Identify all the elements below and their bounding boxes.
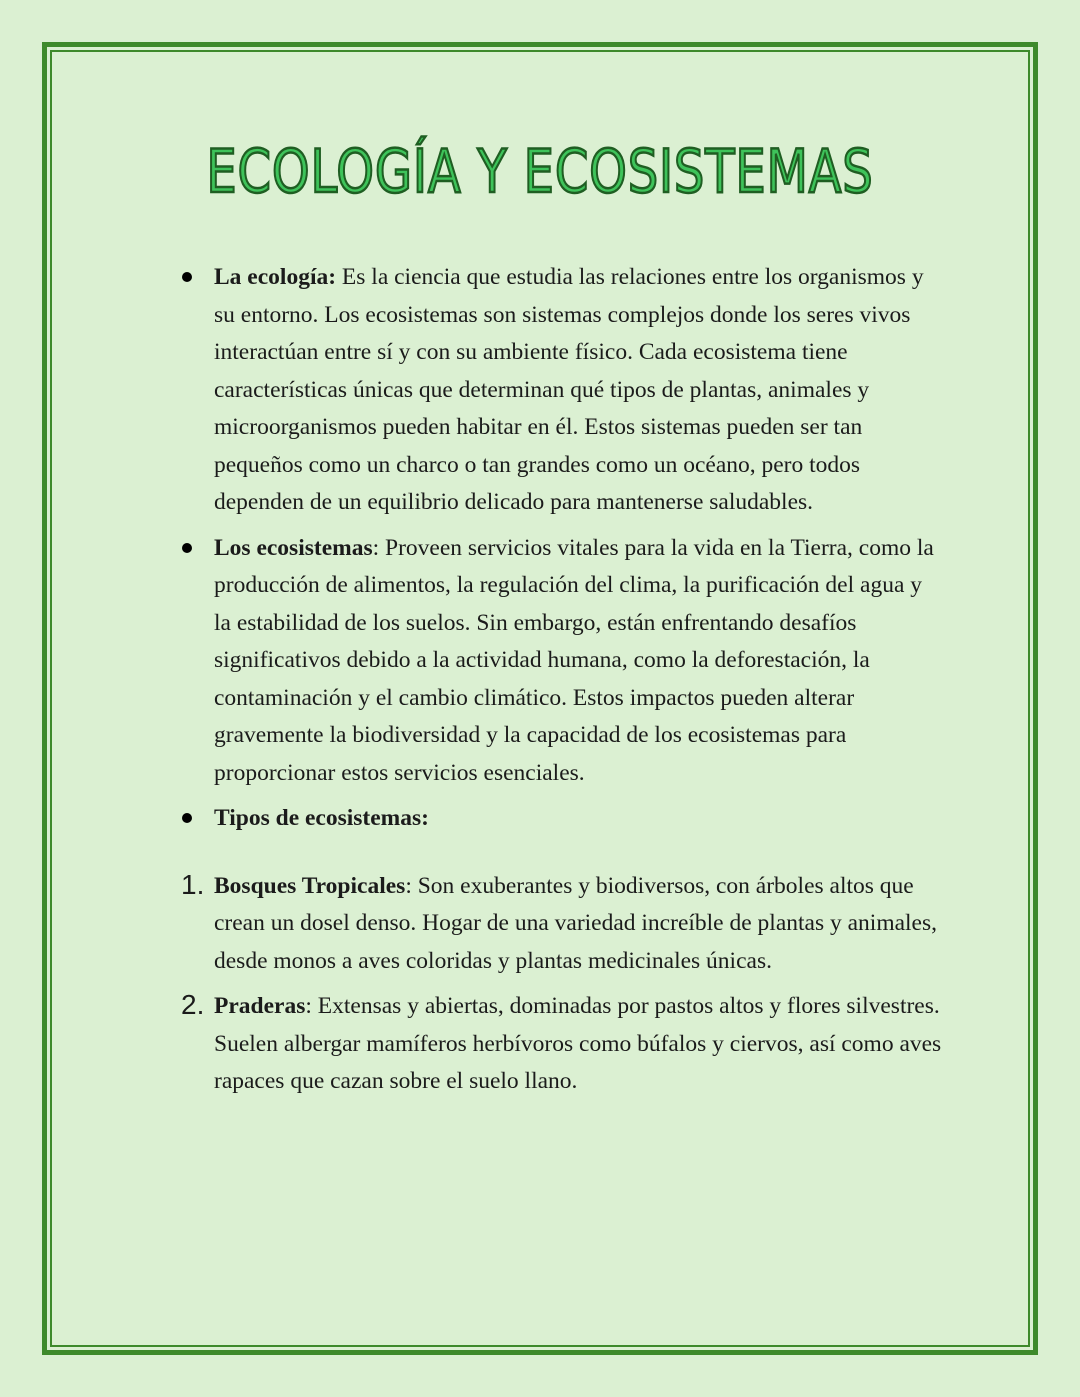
page-title: ECOLOGÍA Y ECOSISTEMAS: [206, 137, 874, 207]
numbered-label: Praderas: [214, 993, 306, 1019]
numbered-text: : Son exuberantes y biodiversos, con árboles altos que crean un dosel denso. Hogar de una variedad increíble de plantas y animales, desde monos a aves coloridas y plantas medicinales únicas.: [214, 872, 938, 974]
list-number: 1.: [181, 868, 205, 900]
bullet-item-ecosistemas: [214, 530, 944, 793]
bullet-text: Es la ciencia que estudia las relaciones entre los organismos y su entorno. Los ecosistemas son sistemas complejos donde los seres vivos interactúan entre sí y con su ambiente físico. Cada ecosistema tiene características únicas que determinan qué tipos de plantas, animales y microorganismos pueden habitar en él. Estos sistemas pueden ser tan pequeños como un charco o tan grandes como un océano, pero todos dependen de un equilibrio delicado para mantenerse saludables.: [214, 264, 924, 515]
numbered-item-bosques: [181, 868, 944, 981]
bullet-dot-icon: [182, 543, 192, 553]
numbered-text: : Extensas y abiertas, dominadas por pastos altos y flores silvestres. Suelen albergar mamíferos herbívoros como búfalos y ciervos, así como aves rapaces que cazan sobre el suelo llano.: [214, 993, 942, 1094]
bullet-item-tipos: [214, 800, 944, 838]
bullet-dot-icon: [182, 813, 192, 823]
bullet-label: Tipos de ecosistemas:: [214, 805, 429, 831]
bullet-label: Los ecosistemas: [214, 534, 373, 561]
list-number: 2.: [181, 989, 205, 1020]
content: [181, 259, 944, 1101]
bullet-label: La ecología:: [214, 264, 337, 290]
numbered-label: Bosques Tropicales: [214, 872, 406, 899]
bullet-item-ecologia: [214, 259, 944, 522]
bullet-dot-icon: [182, 272, 192, 282]
numbered-item-praderas: [181, 988, 944, 1101]
bullet-text: : Proveen servicios vitales para la vida en la Tierra, como la producción de alimentos, la regulación del clima, la purificación del agua y la estabilidad de los suelos. Sin embargo, están enfrentando desafíos significativos debido a la actividad humana, como la deforestación, la contaminación y el cambio climático. Estos impactos pueden alterar gravemente la biodiversidad y la capacidad de los ecosistemas para proporcionar estos servicios esenciales.: [214, 534, 934, 786]
